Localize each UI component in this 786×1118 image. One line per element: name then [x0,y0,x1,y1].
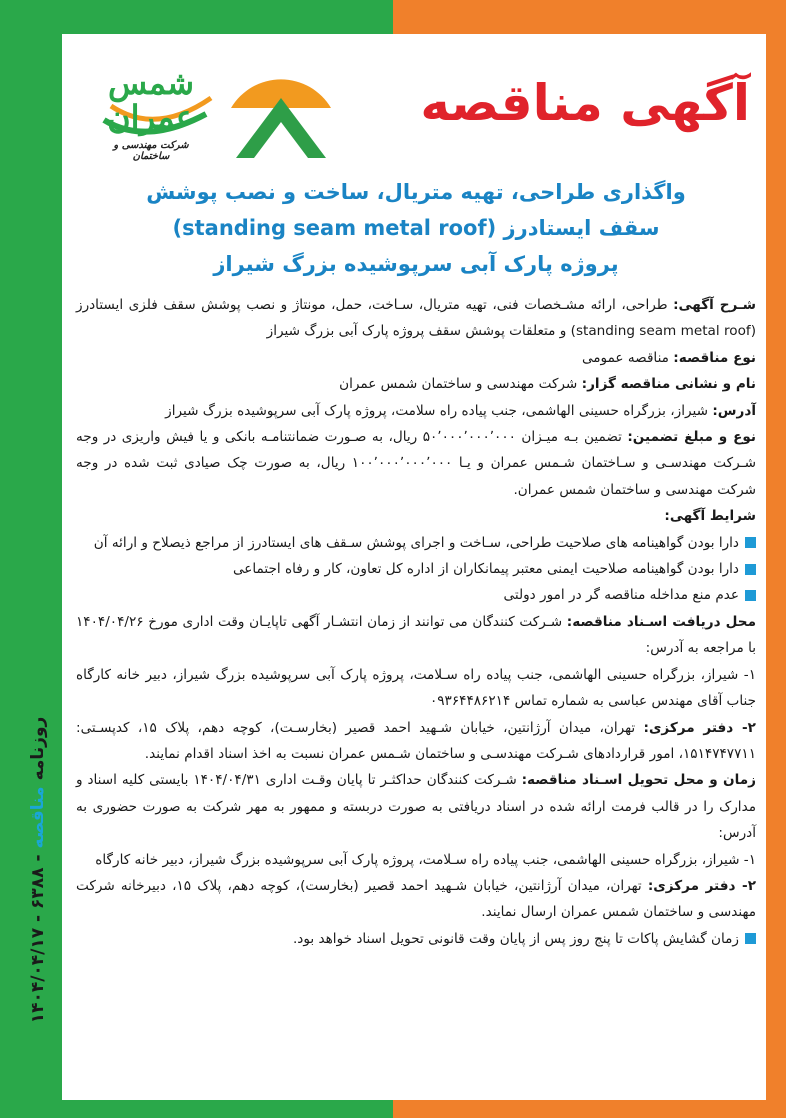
newspaper-strip-text [22,640,54,1100]
logo-text [96,66,206,162]
guarantee-paragraph [76,424,756,503]
description-text: طراحی، ارائه مشـخصات فنی، تهیه متریال، سـاخت، حمل، مونتاژ و نصب پوشش سقف فلزی ایستادرز (standing seam metal roof) و متعلقات پوشش سقف پروژه پارک آبی بزرگ شیراز [76,297,756,340]
guarantee-text: تضمین بـه میـزان ۵۰٬۰۰۰٬۰۰۰٬۰۰۰ ریال، به صـورت ضمانتنامـه بانکی و یا فیش واریزی در وجه شـرکت مهندسـی و سـاختمان شـمس عمران و یـا ۱۰۰٬۰۰۰٬۰۰۰٬۰۰۰ ریال، به صورت چک صیادی ثبت شده در وجه شرکت مهندسی و ساختمان شمس عمران. [76,429,756,498]
conditions-heading [76,503,756,529]
organizer-label: نام و نشانی مناقصه گزار: [581,376,756,393]
tender-type-text: مناقصه عمومی [581,349,674,366]
subject-line-2: سقف ایستادرز (standing seam metal roof) [172,216,660,240]
tender-type-label: نوع مناقصه: [673,349,756,366]
delivery-address-2 [76,873,756,926]
organizer-paragraph [76,371,756,397]
condition-text: دارا بودن گواهینامه صلاحیت ایمنی معتبر پیمانکاران از اداره کل تعاون، کار و رفاه اجتماعی [232,561,739,578]
address-paragraph [76,398,756,424]
strip-brand: مناقصه [28,786,48,849]
logo-name: شمس عمران [107,64,195,136]
logo-subtitle: شرکت مهندسی و ساختمان [113,140,189,162]
square-bullet-icon [745,933,756,944]
square-bullet-icon [745,564,756,575]
notice-body [76,292,756,952]
delivery-address-1: ۱- شیراز، بزرگراه حسینی الهاشمی، جنب پیاده راه سـلامت، پروژه پارک آبی سرپوشیده بزرگ شیراز، دبیر خانه کارگاه [95,851,756,868]
condition-text: دارا بودن گواهینامه های صلاحیت طراحی، سـاخت و اجرای پوشش سـقف های ایستادرز از مراجع ذیصلاح و ارائه آن [93,534,739,551]
delivery-text: شـرکت کنندگان حداکثـر تا پایان وقـت اداری ۱۴۰۴/۰۴/۳۱ بایستی کلیه اسناد و مدارک را در قالب فرمت ارائه شده در اسناد دریافتی به صورت دربسته و ممهور به مهر شرکت به صورت حضوری به آدرس: [76,772,756,842]
subject-line-1: واگذاری طراحی، تهیه متریال، ساخت و نصب پوشش [146,180,686,204]
opening-note [76,926,756,952]
page-title: آگهی مناقصه [420,74,750,132]
subject-line-3: پروژه پارک آبی سرپوشیده بزرگ شیراز [213,252,619,276]
receive-docs-label: محل دریافت اسـناد مناقصه: [566,613,756,630]
company-logo [86,46,336,166]
square-bullet-icon [745,537,756,548]
head-office-text: تهران، میدان آرژانتین، خیابان شـهید احمد قصیر (بخارسـت)، کوچه دهم، پلاک ۱۵، کدپسـتی: ۱۵۱۴۷۴۷۷۱۱، امور قراردادهای شـرکت مهندسـی و ساختمان شـمس عمران نسبت به اخذ اسناد اقدام نمایند. [76,719,756,762]
strip-paper-name: روزنامه [28,716,48,781]
receive-docs-text: شـرکت کنندگان می توانند از زمان انتشـار آگهی تاپایـان وقت اداری مورخ ۱۴۰۴/۰۴/۲۶ با مراجعه به آدرس: [76,613,756,657]
delivery-office-label: ۲- دفتر مرکزی: [647,877,756,894]
conditions-label: شرایط آگهی: [664,508,756,525]
receive-address-1: ۱- شیراز، بزرگراه حسینی الهاشمی، جنب پیاده راه سـلامت، پروژه پارک آبی سرپوشیده بزرگ شیراز، دبیر خانه کارگاه جناب آقای مهندس عباسی به شماره تماس ۰۹۳۶۴۴۸۶۲۱۴ [76,666,756,710]
square-bullet-icon [745,590,756,601]
strip-issue-date: - ۶۳۸۸ - ۱۴۰۴/۰۴/۱۷ [28,854,48,1024]
organizer-text: شرکت مهندسی و ساختمان شمس عمران [339,376,582,393]
address-label: آدرس: [712,402,756,419]
head-office-label: ۲- دفتر مرکزی: [643,719,756,736]
opening-note-text: زمان گشایش پاکات تا پنج روز پس از پایان وقت قانونی تحویل اسناد خواهد بود. [292,930,739,947]
condition-item [76,582,756,608]
delivery-label: زمان و محل تحویل اسـناد مناقصه: [521,772,756,789]
tender-subject [76,174,756,282]
condition-item [76,530,756,556]
description-label: شـرح آگهی: [673,297,756,313]
delivery-paragraph [76,767,756,846]
condition-text: عدم منع مداخله مناقصه گر در امور دولتی [503,587,739,604]
newspaper-strip [22,640,54,1100]
tender-type-paragraph [76,345,756,371]
delivery-office-text: تهران، میدان آرژانتین، خیابان شـهید احمد قصیر (بخارست)، کوچه دهم، پلاک ۱۵، دبیرخانه شرکت مهندسی و ساختمان شمس عمران ارسال نمایند. [76,877,756,921]
guarantee-label: نوع و مبلغ تضمین: [627,429,756,446]
address-text: شیراز، بزرگراه حسینی الهاشمی، جنب پیاده راه سلامت، پروژه پارک آبی سرپوشیده بزرگ شیراز [165,402,713,419]
condition-item [76,556,756,582]
receive-docs-paragraph [76,609,756,662]
header [76,40,756,172]
receive-address-2 [76,715,756,768]
description-paragraph [76,292,756,345]
notice-card [62,34,766,1100]
